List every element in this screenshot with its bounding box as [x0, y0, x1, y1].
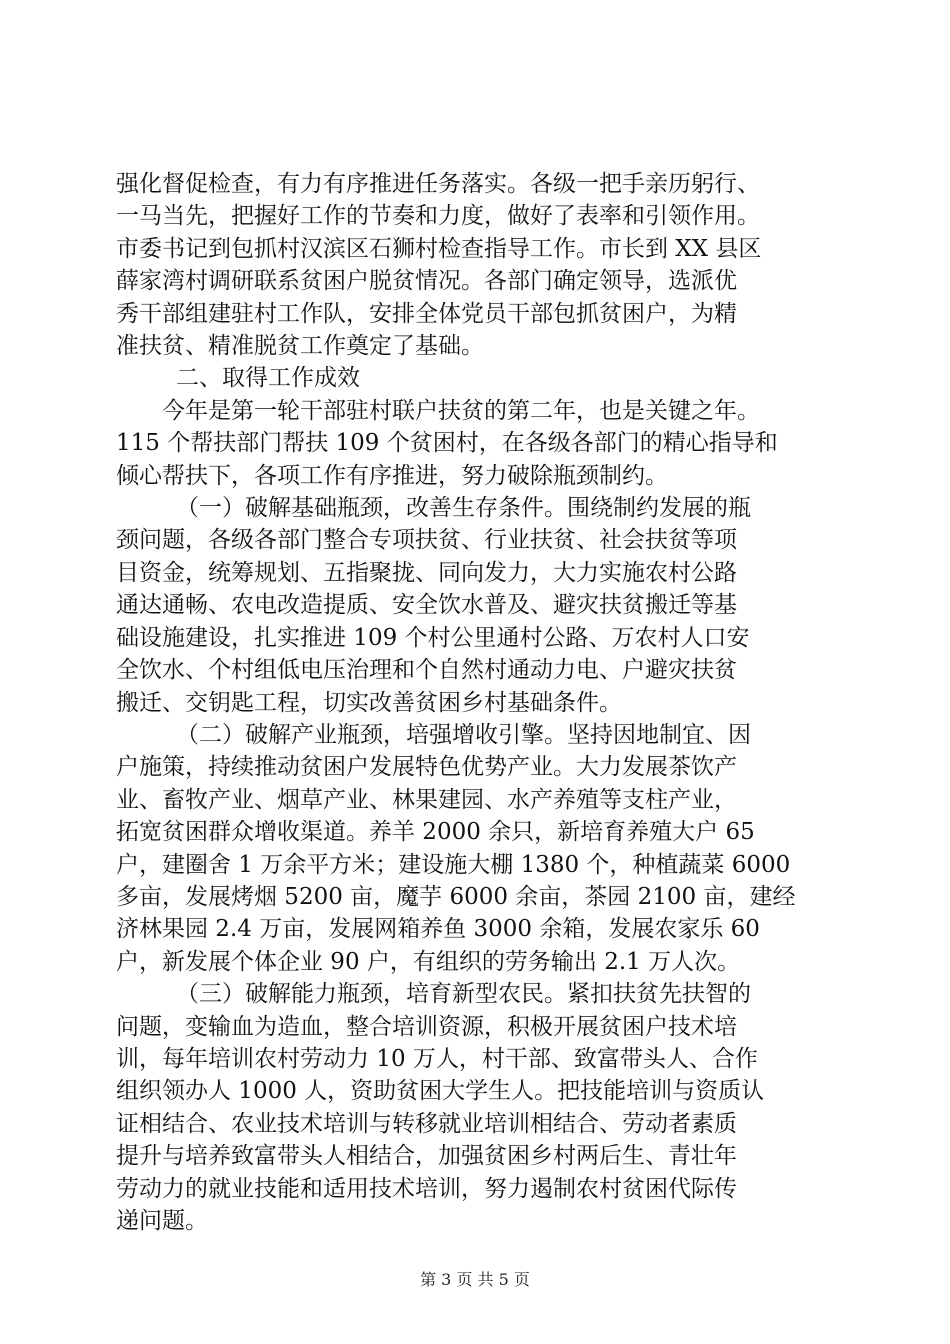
text-line: 倾心帮扶下，各项工作有序推进，努力破除瓶颈制约。 [116, 462, 668, 489]
paragraph-supervision [116, 168, 840, 362]
text-line: 提升与培养致富带头人相结合，加强贫困乡村两后生、青壮年 [116, 1143, 737, 1170]
text-line: 劳动力的就业技能和适用技术培训，努力遏制农村贫困代际传 [116, 1175, 737, 1202]
text-line: （三）破解能力瓶颈，培育新型农民。紧扣扶贫先扶智的 [176, 981, 751, 1008]
text-line: 颈问题，各级各部门整合专项扶贫、行业扶贫、社会扶贫等项 [116, 527, 737, 554]
text-line: 证相结合、农业技术培训与转移就业培训相结合、劳动者素质 [116, 1110, 737, 1137]
text-line: 市委书记到包抓村汉滨区石狮村检查指导工作。市长到 XX 县区 [116, 235, 762, 262]
text-line: 组织领办人 1000 人，资助贫困大学生人。把技能培训与资质认 [116, 1078, 765, 1105]
text-line: 搬迁、交钥匙工程，切实改善贫困乡村基础条件。 [116, 689, 622, 716]
document-body [116, 168, 840, 1237]
section-heading [116, 362, 840, 394]
text-line: 户施策，持续推动贫困户发展特色优势产业。大力发展茶饮产 [116, 754, 737, 781]
text-line: 通达通畅、农电改造提质、安全饮水普及、避灾扶贫搬迁等基 [116, 592, 737, 619]
page-number-footer: 第 3 页 共 5 页 [420, 1270, 530, 1289]
text-line: 训，每年培训农村劳动力 10 万人，村干部、致富带头人、合作 [116, 1045, 758, 1072]
text-line: 一马当先，把握好工作的节奏和力度，做好了表率和引领作用。 [116, 203, 760, 230]
text-line: 济林果园 2.4 万亩，发展网箱养鱼 3000 余箱，发展农家乐 60 [116, 916, 760, 943]
text-line: 户，建圈舍 1 万余平方米；建设施大棚 1380 个，种植蔬菜 6000 [116, 851, 791, 878]
text-line: 户，新发展个体企业 90 户，有组织的劳务输出 2.1 万人次。 [116, 948, 741, 975]
text-line: 115 个帮扶部门帮扶 109 个贫困村，在各级各部门的精心指导和 [116, 430, 778, 457]
text-line: 强化督促检查，有力有序推进任务落实。各级一把手亲历躬行、 [116, 171, 760, 197]
text-line: 秀干部组建驻村工作队，安排全体党员干部包抓贫困户，为精 [116, 300, 737, 327]
text-line: 业、畜牧产业、烟草产业、林果建园、水产养殖等支柱产业， [116, 786, 737, 813]
text-line: 目资金，统筹规划、五指聚拢、同向发力，大力实施农村公路 [116, 559, 737, 586]
paragraph-industry [116, 719, 840, 978]
text-line: 二、取得工作成效 [176, 365, 360, 392]
text-line: （一）破解基础瓶颈，改善生存条件。围绕制约发展的瓶 [176, 495, 751, 522]
text-line: （二）破解产业瓶颈，培强增收引擎。坚持因地制宜、因 [176, 721, 751, 748]
paragraph-infrastructure [116, 492, 840, 719]
paragraph-capacity [116, 978, 840, 1237]
text-line: 薛家湾村调研联系贫困户脱贫情况。各部门确定领导，选派优 [116, 268, 737, 295]
text-line: 今年是第一轮干部驻村联户扶贫的第二年，也是关键之年。 [162, 397, 760, 424]
text-line: 全饮水、个村组低电压治理和个自然村通动力电、户避灾扶贫 [116, 657, 737, 684]
paragraph-results-intro [116, 395, 840, 492]
text-line: 础设施建设，扎实推进 109 个村公里通村公路、万农村人口安 [116, 624, 750, 651]
text-line: 拓宽贫困群众增收渠道。养羊 2000 余只，新培育养殖大户 65 [116, 819, 755, 846]
text-line: 递问题。 [116, 1208, 208, 1234]
text-line: 多亩，发展烤烟 5200 亩，魔芋 6000 余亩，茶园 2100 亩，建经 [116, 883, 796, 910]
text-line: 准扶贫、精准脱贫工作奠定了基础。 [116, 333, 484, 360]
text-line: 问题，变输血为造血，整合培训资源，积极开展贫困户技术培 [116, 1013, 737, 1040]
